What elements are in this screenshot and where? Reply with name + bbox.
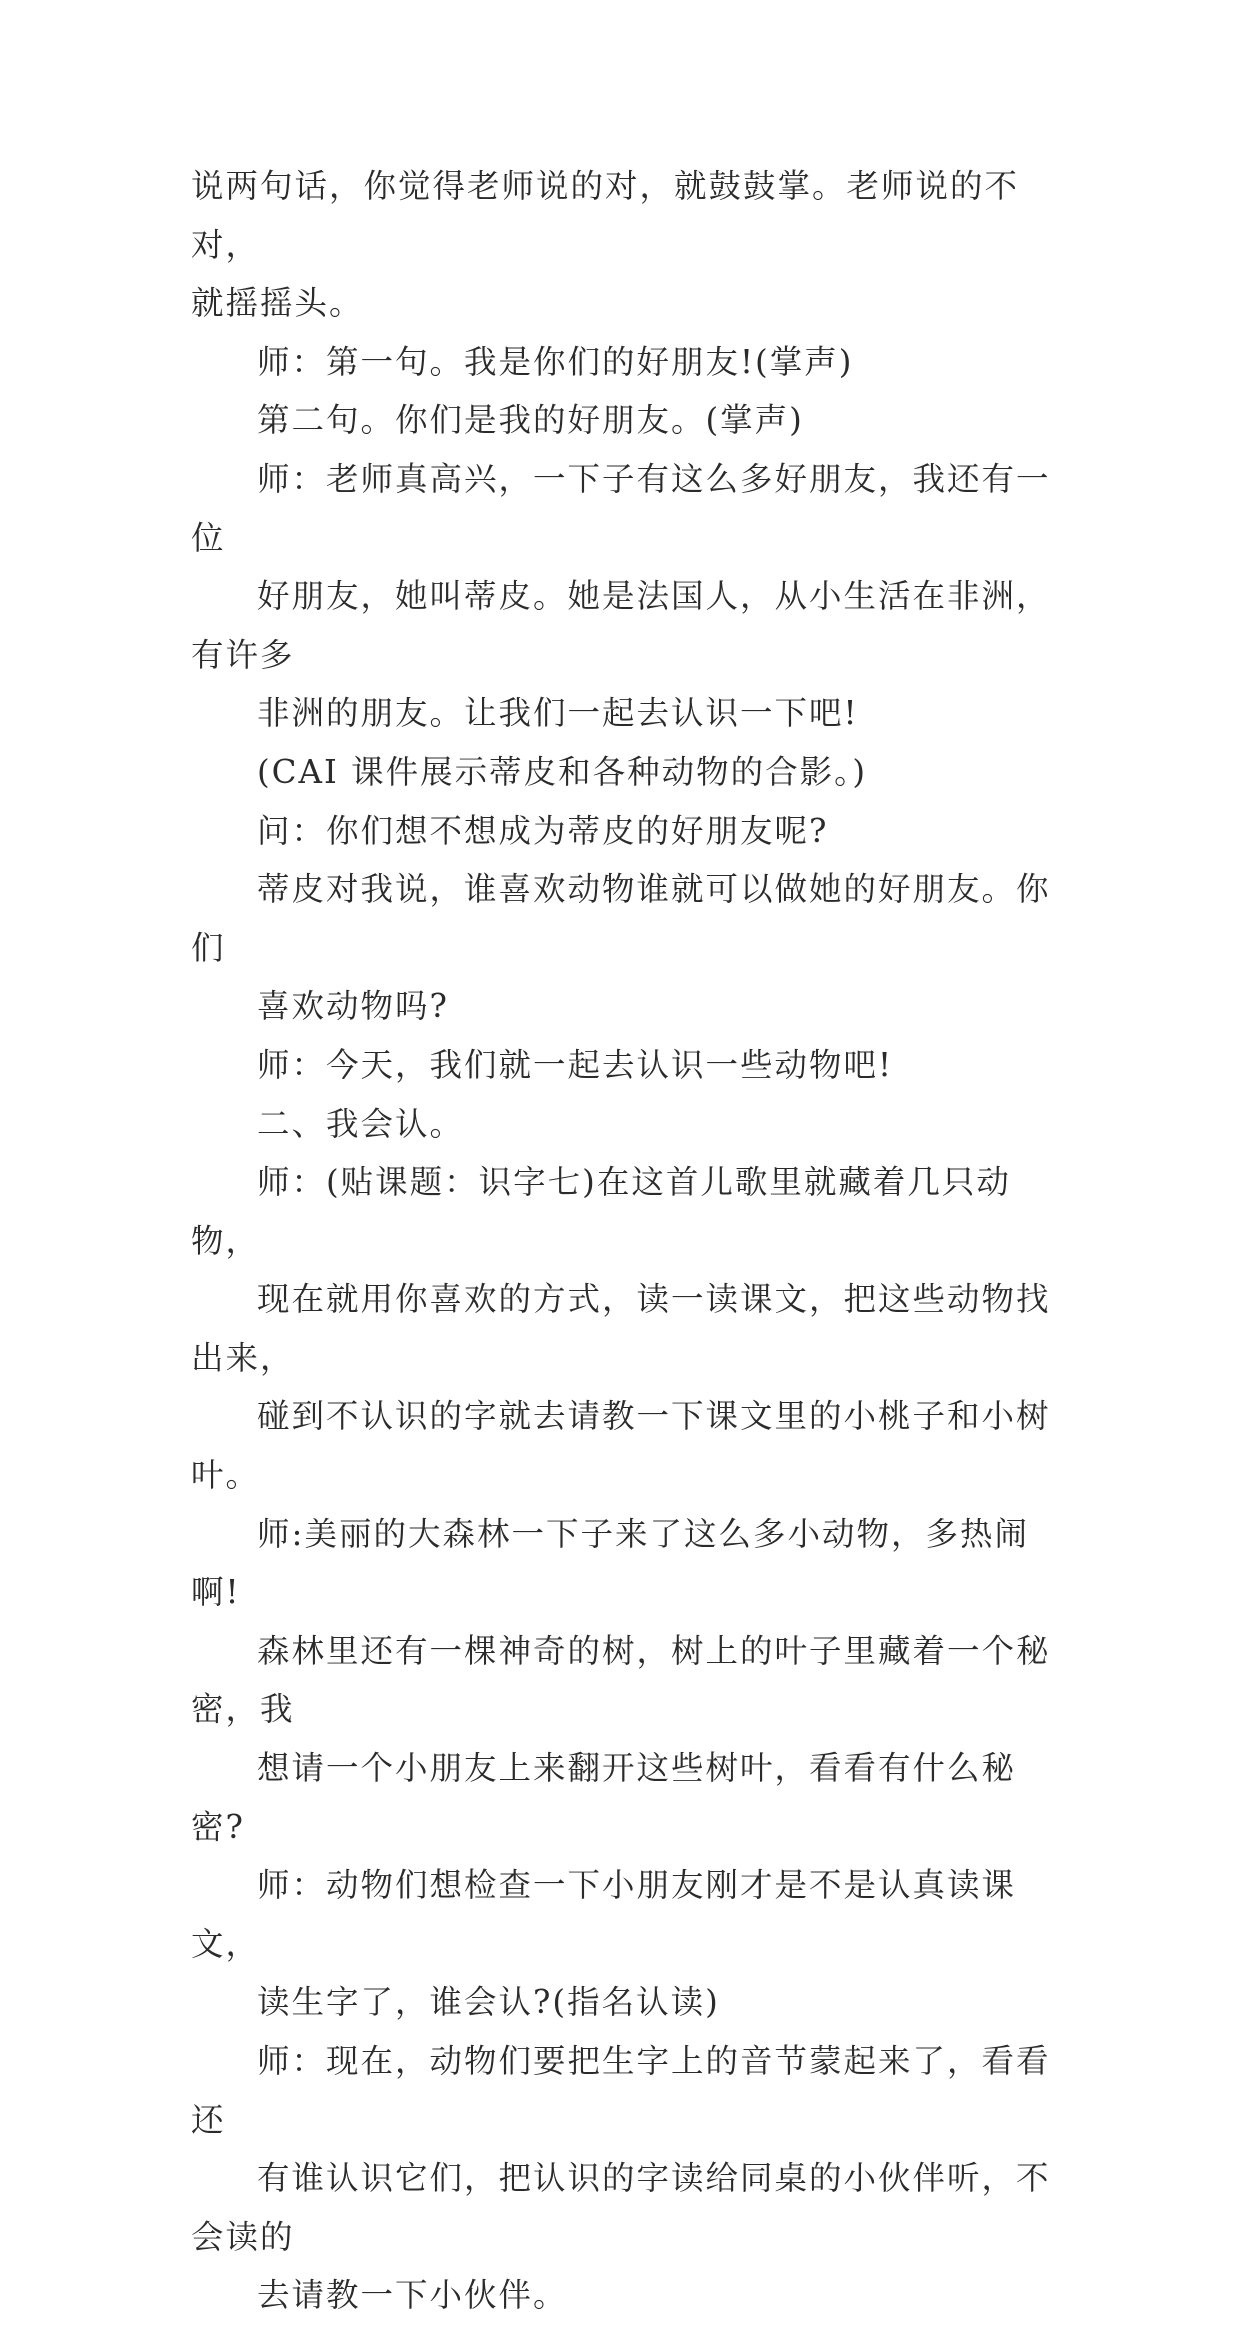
text-line: 师：(贴课题：识字七)在这首儿歌里就藏着几只动物，: [191, 1163, 1011, 1260]
text-line: 问：你们想不想成为蒂皮的好朋友呢?: [257, 811, 829, 850]
paragraph: [191, 1856, 1051, 2032]
text-line: 二、我会认。: [257, 1104, 465, 1143]
text-line: 师:美丽的大森林一下子来了这么多小动物，多热闹啊!: [191, 1514, 1029, 1612]
paragraph: [191, 450, 1051, 743]
text-line: 想请一个小朋友上来翻开这些树叶，看看有什么秘密?: [191, 1749, 1017, 1846]
paragraph: [191, 860, 1051, 1036]
text-line: 读生字了，谁会认?(指名认读): [257, 1983, 720, 2022]
paragraph: [191, 157, 1051, 333]
text-line: 师：动物们想检查一下小朋友刚才是不是认真读课文，: [191, 1866, 1017, 1963]
paragraph: [191, 2032, 1051, 2325]
paragraph: [191, 333, 1051, 392]
text-line: 师：老师真高兴，一下子有这么多好朋友，我还有一位: [191, 459, 1051, 557]
text-line: 好朋友，她叫蒂皮。她是法国人，从小生活在非洲，有许多: [191, 577, 1051, 674]
text-line: 碰到不认识的字就去请教一下课文里的小桃子和小树叶。: [191, 1397, 1051, 1495]
paragraph: [191, 1095, 1051, 1154]
paragraph: [191, 1153, 1051, 1505]
text-line: 师：今天，我们就一起去认识一些动物吧!: [257, 1045, 894, 1084]
body-text: [191, 157, 1051, 2325]
text-line: 第二句。你们是我的好朋友。(掌声): [257, 401, 804, 440]
text-line: 说两句话，你觉得老师说的对，就鼓鼓掌。老师说的不对，: [191, 167, 1020, 264]
text-line: 师：第一句。我是你们的好朋友!(掌声): [257, 342, 854, 381]
text-line: 非洲的朋友。让我们一起去认识一下吧!: [257, 694, 859, 733]
paragraph: [191, 743, 1051, 802]
text-line: 就摇摇头。: [191, 284, 364, 323]
paragraph: [191, 391, 1051, 450]
text-line: 师：现在，动物们要把生字上的音节蒙起来了，看看还: [191, 2042, 1051, 2139]
text-line: 去请教一下小伙伴。: [257, 2276, 568, 2315]
paragraph: [191, 1036, 1051, 1095]
text-line: 森林里还有一棵神奇的树，树上的叶子里藏着一个秘密，我: [191, 1631, 1051, 1729]
text-line: (CAI 课件展示蒂皮和各种动物的合影。): [257, 752, 868, 791]
text-line: 有谁认识它们，把认识的字读给同桌的小伙伴听，不会读的: [191, 2159, 1051, 2256]
paragraph: [191, 1505, 1051, 1857]
text-line: 喜欢动物吗?: [257, 987, 449, 1026]
text-line: 蒂皮对我说，谁喜欢动物谁就可以做她的好朋友。你们: [191, 870, 1051, 967]
text-line: 现在就用你喜欢的方式，读一读课文，把这些动物找出来，: [191, 1280, 1051, 1377]
paragraph: [191, 802, 1051, 861]
